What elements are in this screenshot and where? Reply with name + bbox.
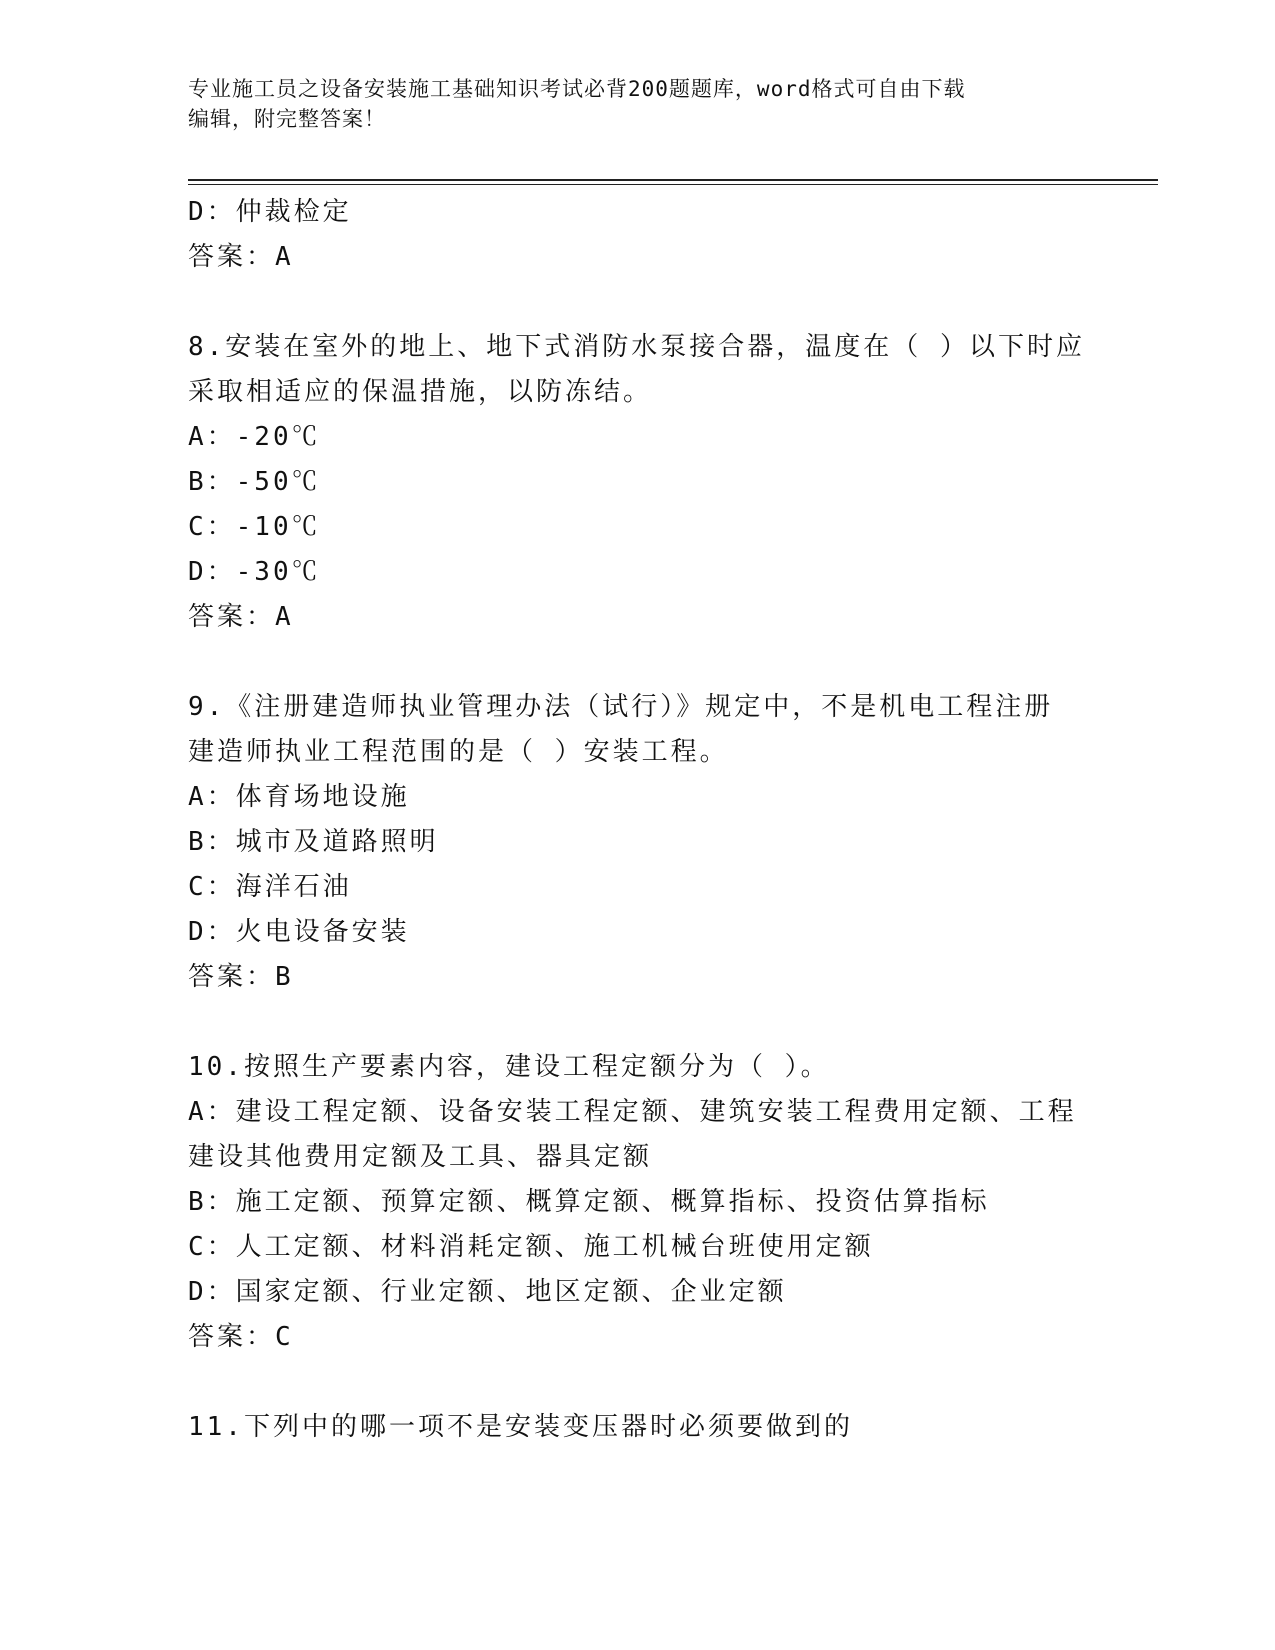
question-11	[188, 1405, 1088, 1450]
q9-stem-line1: 9.《注册建造师执业管理办法（试行）》规定中，不是机电工程注册	[188, 692, 1054, 722]
header-title-line1: 专业施工员之设备安装施工基础知识考试必背200题题库，word格式可自由下载	[188, 77, 966, 101]
q8-answer: 答案：A	[188, 602, 294, 632]
q11-stem-line1: 11.下列中的哪一项不是安装变压器时必须要做到的	[188, 1412, 853, 1442]
q9-option-a: A：体育场地设施	[188, 782, 410, 812]
q10-stem-line1: 10.按照生产要素内容，建设工程定额分为（ ）。	[188, 1052, 830, 1082]
q10-option-d: D：国家定额、行业定额、地区定额、企业定额	[188, 1277, 787, 1307]
q8-option-a: A：-20℃	[188, 422, 321, 452]
q9-option-d: D：火电设备安装	[188, 917, 410, 947]
question-8	[188, 325, 1088, 640]
q10-option-b: B：施工定额、预算定额、概算定额、概算指标、投资估算指标	[188, 1187, 990, 1217]
q10-option-a-line2: 建设其他费用定额及工具、器具定额	[188, 1142, 653, 1172]
header-title-line2: 编辑，附完整答案！	[188, 107, 386, 131]
header-divider-thick	[188, 179, 1158, 181]
q8-option-b: B：-50℃	[188, 467, 321, 497]
question-9	[188, 685, 1088, 1000]
q7-option-d: D：仲裁检定	[188, 197, 352, 227]
spacer	[188, 1360, 1088, 1405]
q7-answer: 答案：A	[188, 242, 294, 272]
q9-stem-line2: 建造师执业工程范围的是（ ）安装工程。	[188, 737, 729, 767]
page-header	[188, 74, 1068, 134]
q8-option-c: C：-10℃	[188, 512, 321, 542]
q9-option-c: C：海洋石油	[188, 872, 352, 902]
spacer	[188, 280, 1088, 325]
q8-stem-line2: 采取相适应的保温措施，以防冻结。	[188, 377, 653, 407]
q10-option-a-line1: A：建设工程定额、设备安装工程定额、建筑安装工程费用定额、工程	[188, 1097, 1077, 1127]
q9-answer: 答案：B	[188, 962, 294, 992]
q10-option-c: C：人工定额、材料消耗定额、施工机械台班使用定额	[188, 1232, 874, 1262]
spacer	[188, 640, 1088, 685]
q10-answer: 答案：C	[188, 1322, 294, 1352]
question-10	[188, 1045, 1088, 1360]
spacer	[188, 1000, 1088, 1045]
q9-option-b: B：城市及道路照明	[188, 827, 439, 857]
q8-option-d: D：-30℃	[188, 557, 321, 587]
header-divider-thin	[188, 184, 1158, 185]
q8-stem-line1: 8.安装在室外的地上、地下式消防水泵接合器，温度在（ ）以下时应	[188, 332, 1085, 362]
question-list	[188, 190, 1088, 1450]
question-7-tail	[188, 190, 1088, 280]
